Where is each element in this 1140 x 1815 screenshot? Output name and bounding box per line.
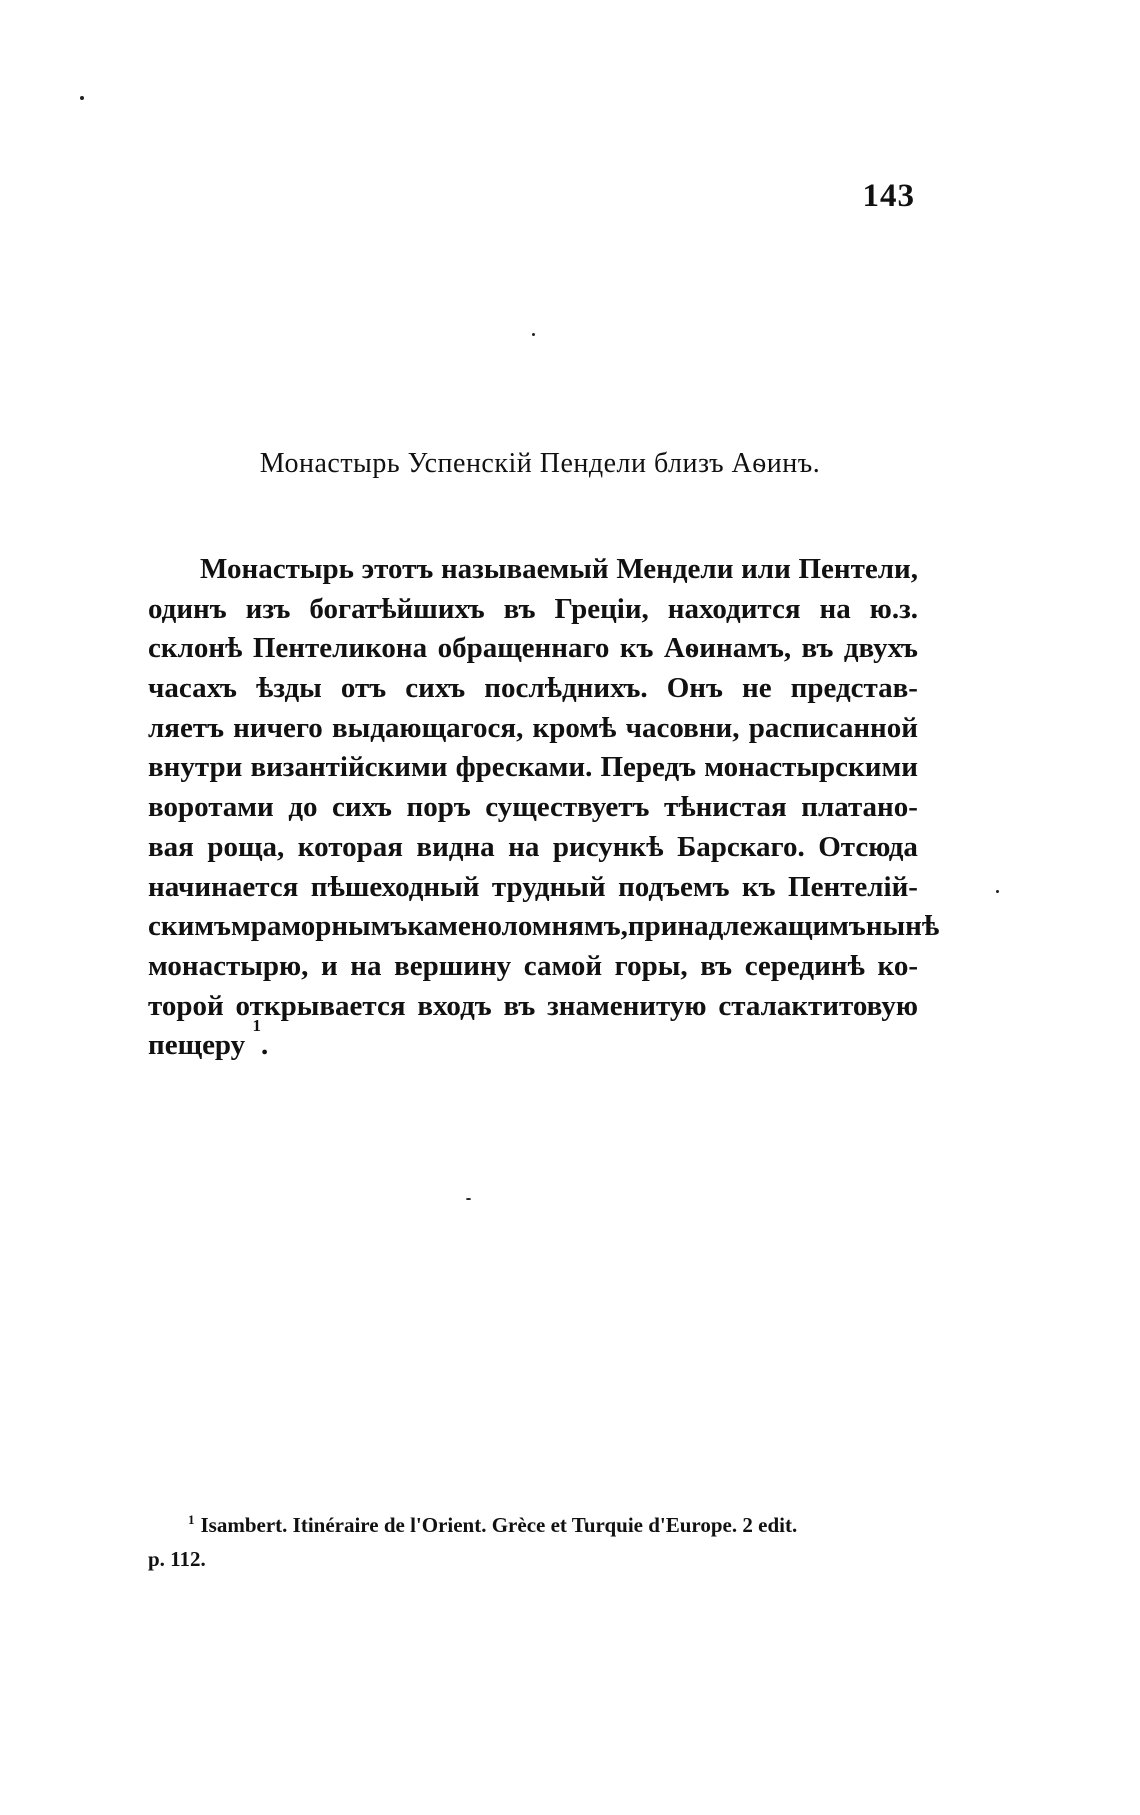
word: самой [523, 949, 603, 982]
text-line [148, 748, 918, 788]
word: къ [619, 632, 654, 665]
body-paragraph [148, 550, 940, 1066]
word: мраморнымъ [230, 910, 408, 943]
word: скимъ [148, 910, 231, 943]
word: византійскими [250, 751, 448, 784]
word: Онъ [666, 672, 723, 705]
word: Передъ [600, 751, 697, 784]
footnote-line [148, 1508, 918, 1542]
footnote [148, 1508, 918, 1576]
text-line [148, 868, 918, 908]
word: или [741, 553, 791, 585]
word: воротами [148, 791, 274, 824]
word: на [350, 949, 382, 982]
word: Монастырь [200, 553, 354, 585]
text-line [148, 828, 918, 868]
text-line [148, 709, 918, 749]
word: склонѣ [148, 632, 243, 665]
word: вая [148, 830, 194, 863]
word: отъ [340, 672, 387, 705]
word: часахъ [148, 672, 237, 705]
word: торой [148, 989, 224, 1022]
word: роща, [207, 830, 285, 863]
period: . [260, 1029, 269, 1062]
word: на [508, 830, 540, 863]
text-line [148, 987, 918, 1027]
word: представ- [790, 672, 918, 705]
footnote-line [148, 1542, 918, 1576]
word: Пентеликона [252, 632, 428, 665]
word: выдающагося, [331, 711, 524, 744]
page-number: 143 [862, 178, 915, 214]
word: фресками. [455, 751, 593, 784]
word: называемый [440, 553, 609, 585]
word: Отсюда [818, 830, 918, 863]
word: ко- [877, 949, 918, 982]
footnote-reference[interactable]: 1 [252, 1016, 261, 1036]
word: внутри [148, 751, 243, 784]
word: монастырскими [704, 751, 918, 784]
word: Аѳинамъ, [663, 632, 792, 665]
word: вершину [394, 949, 512, 982]
word: Греціи, [554, 592, 649, 625]
word: входъ [417, 989, 492, 1022]
word: сталактитовую [718, 989, 918, 1022]
word: послѣднихъ. [484, 672, 648, 705]
scan-speck [466, 1198, 471, 1200]
text-line [148, 629, 918, 669]
word: ничего [233, 711, 323, 744]
word: въ [503, 592, 536, 625]
word: къ [741, 870, 776, 903]
chapter-title: Монастырь Успенскій Пендели близъ Аѳинъ. [259, 448, 821, 479]
word: начинается [148, 870, 299, 903]
text-line [148, 947, 918, 987]
footnote-text-cont: p. 112. [148, 1547, 206, 1571]
word: ляетъ [148, 711, 224, 744]
word: сихъ [332, 791, 392, 824]
footnote-mark: 1 [188, 1512, 195, 1527]
word: Барскаго. [677, 830, 805, 863]
word: обращеннаго [437, 632, 610, 665]
word: нынѣ [865, 910, 940, 943]
word: и [320, 949, 338, 982]
word: въ [801, 632, 834, 665]
word: тѣнистая [663, 791, 787, 824]
word: Мендели [616, 553, 734, 585]
text-line [148, 1016, 918, 1066]
text-line [148, 788, 918, 828]
text-line [148, 550, 918, 590]
word: ю.з. [869, 592, 918, 625]
word: горы, [614, 949, 688, 982]
word: пѣшеходный [310, 870, 480, 903]
word: на [819, 592, 851, 625]
word: ѣзды [255, 672, 322, 705]
word: поръ [406, 791, 471, 824]
word: расписанной [748, 711, 918, 744]
text-line [148, 590, 918, 630]
word: часовни, [625, 711, 740, 744]
word: существуетъ [485, 791, 650, 824]
word: трудный [491, 870, 606, 903]
word: рисункѣ [552, 830, 664, 863]
word: открывается [235, 989, 406, 1022]
text-line [148, 669, 918, 709]
word: изъ [245, 592, 291, 625]
word: богатѣйшихъ [309, 592, 485, 625]
word: Пентели, [798, 553, 918, 585]
word: платано- [801, 791, 918, 824]
word: видна [416, 830, 495, 863]
scan-speck [996, 890, 999, 893]
word: до [288, 791, 318, 824]
word: знаменитую [547, 989, 707, 1022]
word: находится [667, 592, 801, 625]
word: не [741, 672, 772, 705]
text-line [148, 907, 940, 947]
last-line-text: пещеру [148, 1029, 246, 1062]
word: серединѣ [744, 949, 865, 982]
word: сихъ [405, 672, 466, 705]
word: этотъ [361, 553, 434, 585]
scan-speck [532, 333, 535, 336]
word: монастырю, [148, 949, 309, 982]
word: подъемъ [618, 870, 730, 903]
word: Пентелій- [788, 870, 918, 903]
scan-speck [80, 96, 84, 100]
word: двухъ [843, 632, 918, 665]
word: каменоломнямъ,принадлежащимъ [407, 910, 866, 943]
word: кромѣ [532, 711, 617, 744]
word: въ [503, 989, 536, 1022]
footnote-text: Isambert. Itinéraire de l'Orient. Grèce et Turquie d'Europe. 2 edit. [200, 1513, 798, 1537]
word: одинъ [148, 592, 227, 625]
word: въ [700, 949, 733, 982]
word: которая [297, 830, 403, 863]
